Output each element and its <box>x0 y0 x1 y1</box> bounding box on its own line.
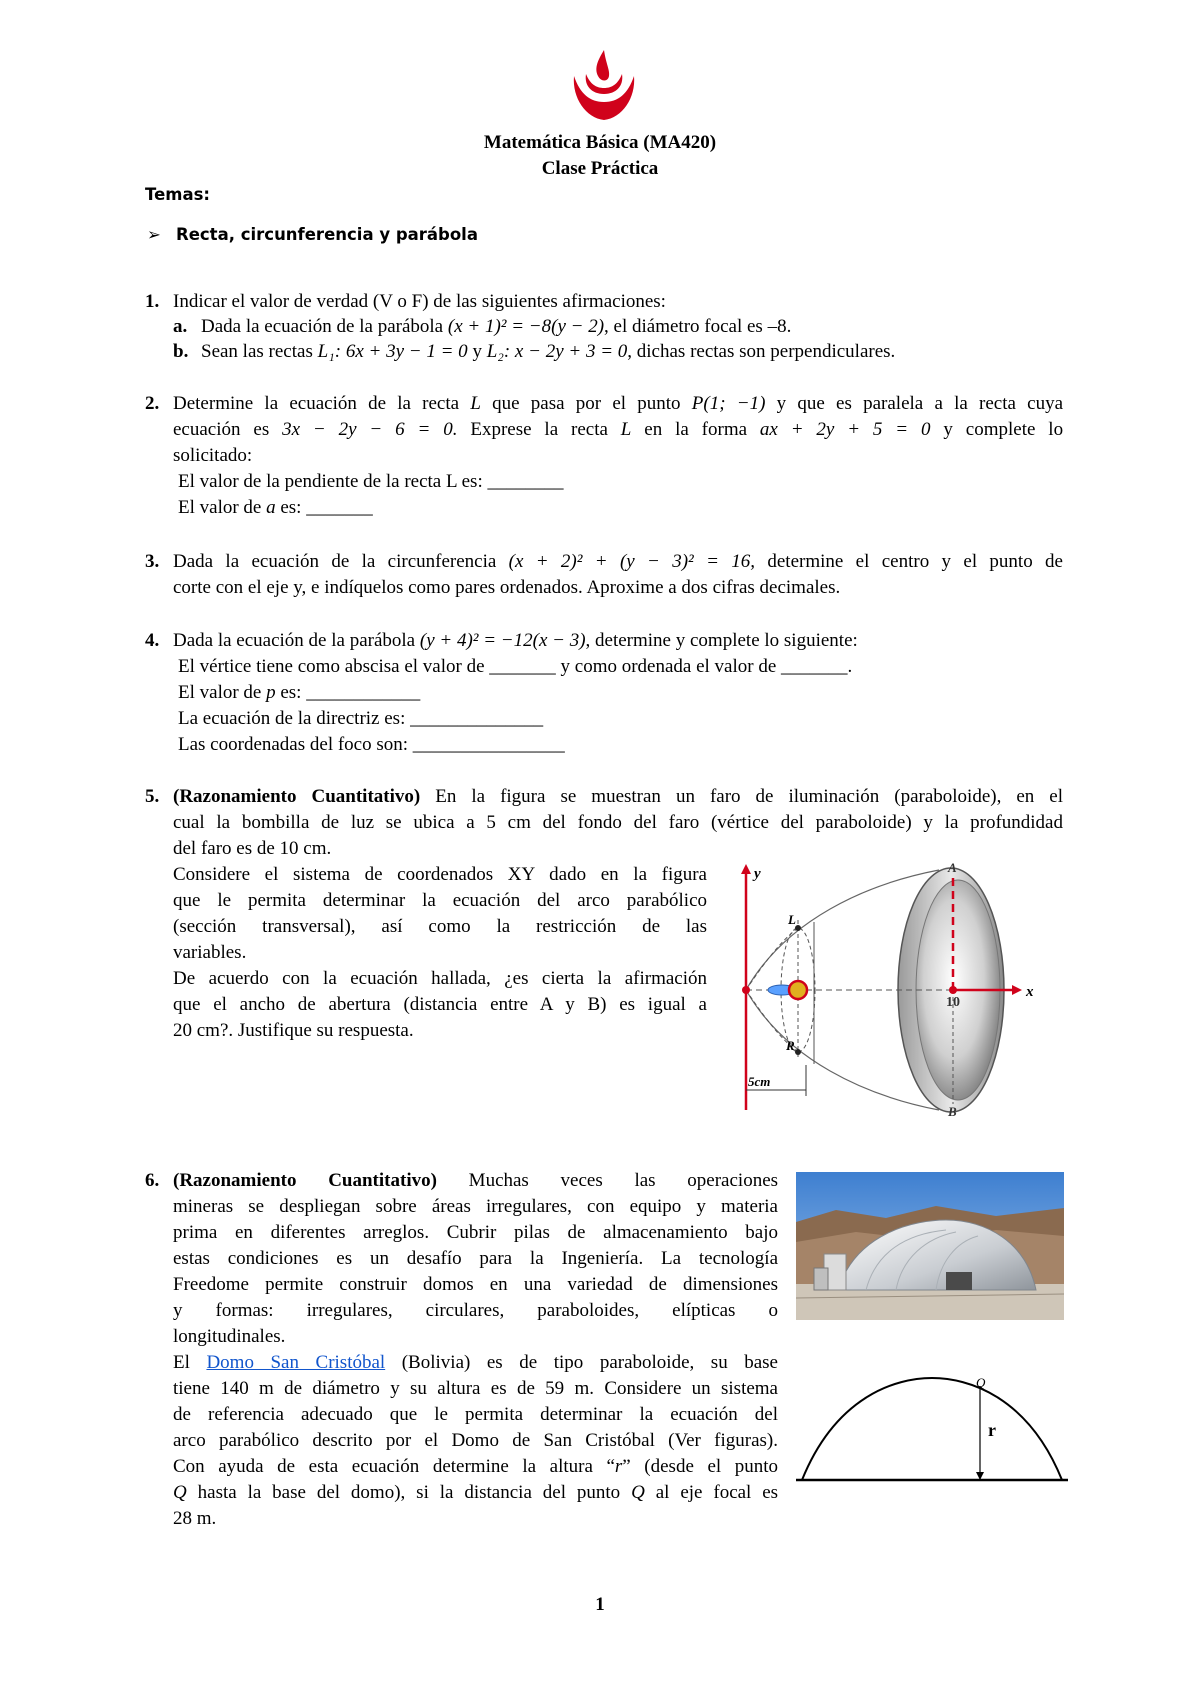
q3-line1: Dada la ecuación de la circunferencia (x + 2)² + (y − 3)² = 16, determine el centro y el punto de <box>173 551 1063 572</box>
q4-directrix-blank: La ecuación de la directriz es: ______________ <box>178 708 544 729</box>
q6-line5: Freedome permite construir domos en una variedad de dimensiones <box>173 1274 778 1295</box>
q5-line5: que le permita determinar la ecuación del arco parabólico <box>173 890 707 911</box>
q5-line1: (Razonamiento Cuantitativo) En la figura se muestran un faro de iluminación (paraboloide), en el <box>173 786 1064 807</box>
q6-line6: y formas: irregulares, circulares, paraboloides, elípticas o <box>173 1300 778 1321</box>
q5-line8: De acuerdo con la ecuación hallada, ¿es cierta la afirmación <box>173 968 707 989</box>
q3-number: 3. <box>145 551 160 572</box>
q2-line2: ecuación es 3x − 2y − 6 = 0. Exprese la recta L en la forma ax + 2y + 5 = 0 y complete lo <box>173 419 1064 440</box>
domo-link[interactable]: Domo San Cristóbal <box>206 1352 386 1373</box>
q6-line8: El Domo San Cristóbal (Bolivia) es de tipo paraboloide, su base <box>173 1352 778 1373</box>
q5-line3: del faro es de 10 cm. <box>173 838 332 859</box>
q5-line6: (sección transversal), así como la restricción de las <box>173 916 707 937</box>
q1b-line: Sean las rectas L₁: 6x + 3y − 1 = 0 y L₂: x − 2y + 3 = 0, dichas rectas son perpendiculares. <box>201 341 896 362</box>
fig-a-label: A <box>948 860 957 875</box>
fig-l-label: L <box>788 912 796 927</box>
q5-line2: cual la bombilla de luz se ubica a 5 cm del fondo del faro (vértice del paraboloide) y la profundidad <box>173 812 1063 833</box>
session-title: Clase Práctica <box>541 158 659 179</box>
q5-line9: que el ancho de abertura (distancia entre A y B) es igual a <box>173 994 707 1015</box>
q1-text: Indicar el valor de verdad (V o F) de las siguientes afirmaciones: <box>173 291 666 312</box>
q1a-label: a. <box>173 316 188 337</box>
page-number: 1 <box>595 1594 605 1615</box>
q1b-label: b. <box>173 341 189 362</box>
q2-line1: Determine la ecuación de la recta L que pasa por el punto P(1; −1) y que es paralela a la recta cuya <box>173 393 1064 414</box>
q6-line1: (Razonamiento Cuantitativo) Muchas veces las operaciones <box>173 1170 779 1191</box>
fig-b-label: B <box>948 1104 957 1118</box>
dome-arch-figure <box>796 1376 1068 1492</box>
q4-focus-blank: Las coordenadas del foco son: ________________ <box>178 734 565 755</box>
q6-line4: estas condiciones es un desafío para la Ingeniería. La tecnología <box>173 1248 778 1269</box>
fig-ten-label: 10 <box>946 995 960 1010</box>
q6-line9: tiene 140 m de diámetro y su altura es de 59 m. Considere un sistema <box>173 1378 778 1399</box>
course-title: Matemática Básica (MA420) <box>483 132 717 153</box>
topic-bullet: ➢ <box>147 225 161 244</box>
q6-line7: longitudinales. <box>173 1326 286 1347</box>
q4-line1: Dada la ecuación de la parábola (y + 4)² = −12(x − 3), determine y complete lo siguiente: <box>173 630 858 651</box>
q1-number: 1. <box>145 291 160 312</box>
fig-5cm-label: 5cm <box>748 1074 771 1089</box>
q5-line4: Considere el sistema de coordenados XY dado en la figura <box>173 864 707 885</box>
topics-label: Temas: <box>145 185 211 204</box>
q6-number: 6. <box>145 1170 160 1191</box>
arch-q-label: Q <box>976 1376 986 1390</box>
q4-vertex-blank: El vértice tiene como abscisa el valor de _______ y como ordenada el valor de _______. <box>178 656 853 677</box>
q5-number: 5. <box>145 786 160 807</box>
q2-number: 2. <box>145 393 160 414</box>
fig-r-label: R <box>786 1038 795 1053</box>
q6-line12: Con ayuda de esta ecuación determine la altura “r” (desde el punto <box>173 1456 778 1477</box>
q6-line2: mineras se despliegan sobre áreas irregulares, con equipo y materia <box>173 1196 778 1217</box>
q5-line10: 20 cm?. Justifique su respuesta. <box>173 1020 414 1041</box>
q1a-line: Dada la ecuación de la parábola (x + 1)² = −8(y − 2), el diámetro focal es –8. <box>201 316 792 337</box>
q6-line13: Q hasta la base del domo), si la distancia del punto Q al eje focal es <box>173 1482 779 1503</box>
q4-p-blank: El valor de p es: ____________ <box>178 682 421 703</box>
topic-item: Recta, circunferencia y parábola <box>176 225 478 244</box>
upc-logo <box>568 46 640 124</box>
q6-line14: 28 m. <box>173 1508 217 1529</box>
q4-number: 4. <box>145 630 160 651</box>
q2-a-blank: El valor de a es: _______ <box>178 497 373 518</box>
q5-line7: variables. <box>173 942 247 963</box>
q2-slope-blank: El valor de la pendiente de la recta L es: ________ <box>178 471 564 492</box>
dome-photo <box>796 1172 1064 1320</box>
q6-line10: de referencia adecuado que le permita determinar la ecuación del <box>173 1404 778 1425</box>
q2-line3: solicitado: <box>173 445 253 466</box>
fig-x-label: x <box>1026 984 1034 1000</box>
q3-line2: corte con el eje y, e indíquelos como pares ordenados. Aproxime a dos cifras decimales. <box>173 577 841 598</box>
q6-line3: prima en diferentes arreglos. Cubrir pilas de almacenamiento bajo <box>173 1222 778 1243</box>
fig-y-label: y <box>754 866 761 882</box>
arch-r-label: r <box>988 1420 996 1440</box>
headlight-figure <box>726 860 1056 1118</box>
q6-line11: arco parabólico descrito por el Domo de San Cristóbal (Ver figuras). <box>173 1430 778 1451</box>
